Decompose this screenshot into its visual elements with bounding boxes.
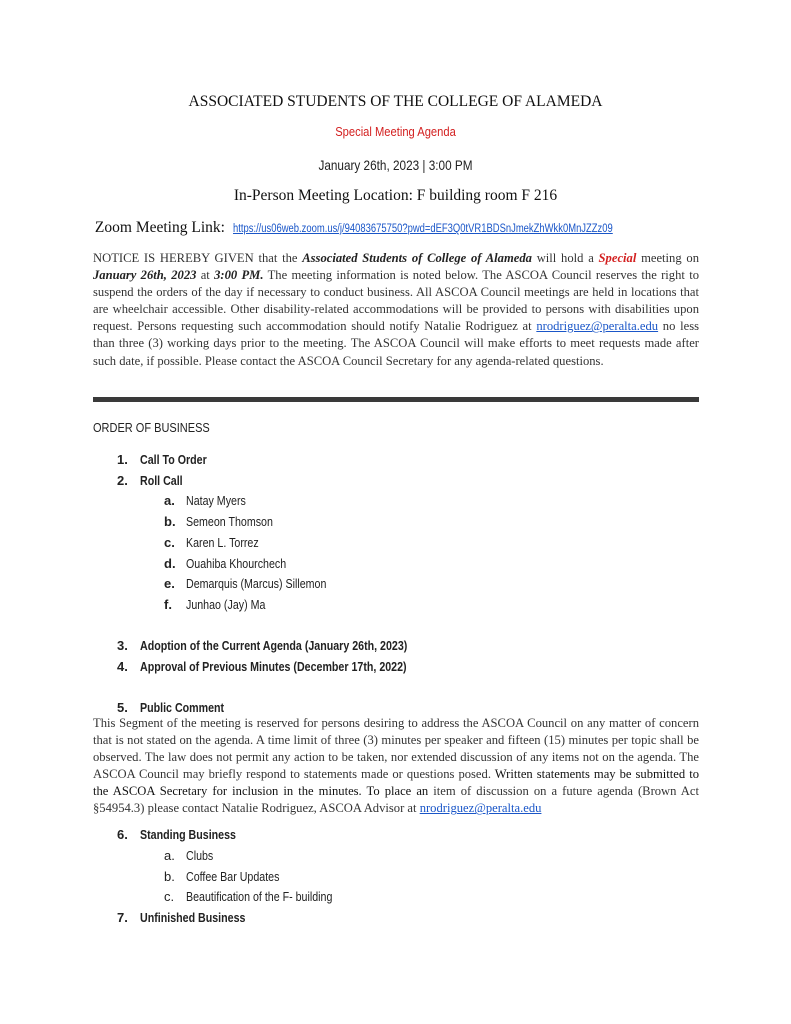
agenda-item: [117, 452, 221, 467]
item-number: 6.: [117, 827, 128, 842]
notice-text: will hold a: [531, 251, 599, 265]
notice-text: NOTICE IS HEREBY GIVEN that the: [93, 251, 303, 265]
public-comment-text: This Segment of the meeting is reserved for persons desiring to address the ASCOA Council on any matter of concern that is not stated on the agenda. A time limit of three (3) minutes per speaker and fifteen (15) minutes per topic shall be observed. The law does not permit any action to be taken, nor extended discussion of any items not on the agenda. The ASCOA Council may briefly respond to statements made or questions posed.: [93, 716, 699, 782]
sub-letter: e.: [164, 576, 175, 591]
member-name: Demarquis (Marcus) Sillemon: [186, 576, 327, 591]
sub-letter: f.: [164, 597, 172, 612]
section-divider: [93, 397, 699, 402]
member-name: Ouahiba Khourchech: [186, 556, 287, 571]
agenda-item: [117, 700, 243, 715]
order-of-business-heading: ORDER OF BUSINESS: [93, 421, 210, 435]
sub-letter: d.: [164, 556, 176, 571]
item-number: 1.: [117, 452, 128, 467]
roll-call-member: [164, 556, 308, 571]
document-title: ASSOCIATED STUDENTS OF THE COLLEGE OF ALAMEDA: [188, 93, 603, 110]
item-label: Unfinished Business: [140, 910, 246, 925]
notice-text: The meeting information is noted below. The ASCOA Council reserves the right to suspend the orders of the day if necessary to conduct business. All ASCOA Council meetings are held in locations that are wheelchair accessible. Other disability-related accommodations will be provided to persons with disabilities upon request. Persons requesting such accommodation should notify Natalie Rodriguez at: [93, 268, 699, 334]
notice-email-link[interactable]: nrodriguez@peralta.edu: [536, 319, 659, 334]
notice-text: at: [196, 268, 215, 283]
zoom-link-label: Zoom Meeting Link:: [94, 219, 225, 236]
standing-item-label: Coffee Bar Updates: [186, 869, 280, 884]
roll-call-member: [164, 535, 275, 550]
standing-business-item: [164, 889, 365, 904]
meeting-type-subtitle: Special Meeting Agenda: [335, 124, 456, 139]
notice-special: Special: [598, 251, 637, 265]
agenda-item: [117, 473, 192, 488]
standing-business-item: [164, 869, 300, 884]
public-comment-paragraph: [93, 715, 699, 818]
sub-letter: a.: [164, 848, 175, 863]
item-label: Public Comment: [140, 700, 225, 715]
agenda-item: [117, 910, 269, 925]
notice-org: Associated Students of College of Alameda: [302, 251, 532, 265]
sub-letter: c.: [164, 535, 175, 550]
roll-call-member: [164, 493, 259, 508]
member-name: Junhao (Jay) Ma: [186, 597, 266, 612]
standing-item-label: Beautification of the F- building: [186, 889, 333, 904]
public-comment-text: Written statements may be submitted to the ASCOA Secretary for inclusion in the minutes. To place an: [93, 767, 699, 799]
item-label: Standing Business: [140, 827, 236, 842]
roll-call-member: [164, 514, 292, 529]
item-label: Call To Order: [140, 452, 207, 467]
item-number: 3.: [117, 638, 128, 653]
item-label: Approval of Previous Minutes (December 17th, 2022): [140, 659, 407, 674]
agenda-item: [117, 827, 257, 842]
notice-date: January 26th, 2023: [93, 268, 197, 283]
member-name: Semeon Thomson: [186, 514, 273, 529]
zoom-meeting-link[interactable]: https://us06web.zoom.us/j/94083675750?pwd=dEF3Q0tVR1BDSnJmekZhWkk0MnJZZz09: [232, 223, 613, 235]
roll-call-member: [164, 597, 283, 612]
sub-letter: c.: [164, 889, 175, 904]
standing-item-label: Clubs: [186, 848, 214, 863]
member-name: Natay Myers: [186, 493, 246, 508]
notice-text: meeting on: [636, 251, 699, 265]
zoom-link-line: [0, 219, 791, 237]
roll-call-member: [164, 576, 357, 591]
advisor-email-link[interactable]: nrodriguez@peralta.edu: [419, 801, 542, 816]
item-number: 5.: [117, 700, 128, 715]
sub-letter: b.: [164, 514, 176, 529]
item-label: Adoption of the Current Agenda (January 26th, 2023): [140, 638, 408, 653]
member-name: Karen L. Torrez: [186, 535, 259, 550]
meeting-datetime: January 26th, 2023 | 3:00 PM: [318, 157, 473, 173]
agenda-item: [117, 638, 466, 653]
notice-time: 3:00 PM.: [214, 268, 264, 283]
notice-text: no less than three (3) working days prior to the meeting. The ASCOA Council will make efforts to meet requests made after such date, if possible. Please contact the ASCOA Council Secretary for any agenda-related questions.: [93, 319, 699, 368]
item-number: 7.: [117, 910, 128, 925]
item-number: 4.: [117, 659, 128, 674]
item-number: 2.: [117, 473, 128, 488]
meeting-location: In-Person Meeting Location: F building room F 216: [233, 187, 558, 204]
public-comment-text: item of discussion on a future agenda (Brown Act §54954.3) please contact Natalie Rodriguez, ASCOA Advisor at: [93, 784, 699, 816]
item-label: Roll Call: [140, 473, 183, 488]
notice-paragraph: [93, 250, 699, 370]
agenda-item: [117, 659, 465, 674]
standing-business-item: [164, 848, 219, 863]
sub-letter: b.: [164, 869, 175, 884]
sub-letter: a.: [164, 493, 175, 508]
